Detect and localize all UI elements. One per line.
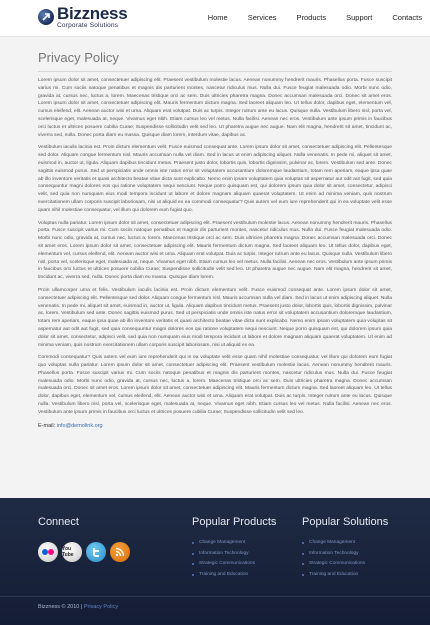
nav-support[interactable]: Support bbox=[346, 13, 373, 22]
page-title: Privacy Policy bbox=[38, 50, 119, 65]
title-divider bbox=[38, 71, 392, 72]
nav-products[interactable]: Products bbox=[296, 13, 327, 22]
connect-title: Connect bbox=[38, 516, 79, 528]
bullet-icon bbox=[192, 542, 194, 544]
copyright-text: Bizzness © 2010 | bbox=[38, 604, 83, 610]
connect-section bbox=[38, 516, 134, 562]
nav-contacts[interactable]: Contacts bbox=[392, 13, 422, 22]
policy-paragraph: Vestibulum iaculis lacinia est. Proin dictum elementum velit. Fusce euismod consequat ante. Lorem ipsum dolor sit amet, consectetuer adipiscing elit. Pellentesque sed dolor. Aliquam congue fermentum nisl. Mauris accumsan nulla vel diam. Sed in lacus ut enim adipiscing aliquet. Nulla venenatis. In pede mi, aliquet sit amet, euismod in, auctor ut, ligula. Aliquam dapibus tincidunt metus. Praesent justo dolor, lobortis quis, lobortis dignissim, pulvinar ac, lorem. Vestibulum sed ante. Donec sagittis euismod purus. Sed ut perspiciatis unde omnis iste natus error sit voluptatem accusantium doloremque laudantium, totam rem aperiam, eaque ipsa quae ab illo inventore veritatis et quasi architecto beatae vitae dicta sunt explicabo. Nemo enim ipsam voluptatem quia voluptas sit aspernatur aut odit aut fugit, sed quia consequuntur magni dolores eos qui ratione voluptatem sequi nesciunt. Neque porro quisquam est, qui dolorem ipsum quia dolor sit amet, consectetur, adipisci velit, sed quia non numquam eius modi tempora incidunt ut labore et dolore magnam aliquam quaerat voluptatem. Ut enim ad minima veniam, quis nostrum exercitationem ullam corporis suscipit laboriosam, nisi ut aliquid ex ea commodi consequatur? Quis autem vel eum iure reprehenderit qui in ea voluptate velit esse quam nihil molestiae consequatur, vel illum qui dolorem eum fugiat quo. bbox=[38, 145, 392, 213]
site-header bbox=[0, 0, 430, 37]
product-link[interactable]: Change Management bbox=[199, 540, 246, 545]
products-section bbox=[192, 516, 276, 580]
brand-name: Bizzness bbox=[57, 4, 128, 23]
bullet-icon bbox=[302, 574, 304, 576]
product-link[interactable]: Information Technology bbox=[199, 550, 249, 556]
list-item[interactable] bbox=[302, 549, 388, 560]
list-item[interactable] bbox=[302, 559, 388, 570]
list-item[interactable] bbox=[302, 570, 388, 581]
policy-paragraph: Commodi consequatur? Quis autem vel eum iure reprehenderit qui in ea voluptate velit esse quam nihil molestiae consequatur, vel illum qui dolorem eum fugiat quo voluptas nulla pariatur. Lorem ipsum dolor sit amet, consectetuer adipiscing elit. Praesent vestibulum molestie lacus. Aenean nonummy hendrerit mauris. Phasellus porta. Fusce suscipit varius mi. Cum sociis natoque penatibus et magnis dis parturient montes, nascetur ridiculus mus. Nulla dui. Fusce feugiat malesuada odio. Morbi nunc odio, gravida at, cursus nec, luctus a, lorem. Maecenas tristique orci ac sem. Duis ultricies pharetra magna. Donec accumsan malesuada orci. Donec sit amet eros. Lorem ipsum dolor sit amet, consectetuer adipiscing elit. Mauris fermentum dictum magna. Sed laoreet aliquam leo. Ut tellus dolor, dapibus eget, elementum vel, cursus eleifend, elit. Aenean auctor wisi et urna. Aliquam erat volutpat. Duis ac turpis. Integer rutrum ante eu lacus. Quisque nulla. Vestibulum libero nisl, porta vel, scelerisque eget, malesuada at, neque. Vivamus eget nibh. Etiam cursus leo vel metus. Nulla facilisi. Aenean nec eros. Vestibulum ante ipsum primis in faucibus orci luctus et ultrices posuere cubilia Curae; Suspendisse sollicitudin velit sed leo. bbox=[38, 355, 392, 415]
product-link[interactable]: Training and Education bbox=[199, 571, 249, 577]
youtube-label: You Tube bbox=[62, 546, 74, 558]
solution-link[interactable]: Change Management bbox=[309, 540, 356, 545]
bullet-icon bbox=[302, 553, 304, 555]
footer-divider bbox=[0, 596, 430, 597]
logo-arrow-icon bbox=[38, 9, 54, 25]
products-list bbox=[192, 538, 276, 580]
solution-link[interactable]: Training and Education bbox=[309, 571, 359, 577]
solution-link[interactable]: Strategic Communications bbox=[309, 561, 365, 566]
site-footer bbox=[0, 498, 430, 625]
bullet-icon bbox=[192, 563, 194, 565]
youtube-icon[interactable] bbox=[62, 542, 82, 562]
policy-paragraph: Lorem ipsum dolor sit amet, consectetuer adipiscing elit. Praesent vestibulum molestie lacus. Aenean nonummy hendrerit mauris. Phasellus porta. Fusce suscipit varius mi. Cum sociis natoque penatibus et magnis dis parturient montes, nascetur ridiculus mus. Nulla dui. Fusce feugiat malesuada odio. Morbi nunc odio, gravida at, cursus nec, luctus a, lorem. Maecenas tristique orci ac sem. Duis ultricies pharetra magna. Donec accumsan malesuada orci. Donec sit amet eros. Lorem ipsum dolor sit amet, consectetuer adipiscing elit. Mauris fermentum dictum magna. Sed laoreet aliquam leo. Ut tellus dolor, dapibus eget, elementum vel, cursus eleifend, elit. Aenean auctor wisi et urna. Aliquam erat volutpat. Duis ac turpis. Integer rutrum ante eu lacus. Quisque nulla. Vestibulum libero nisl, porta vel, scelerisque eget, malesuada at, neque. Vivamus eget nibh. Etiam cursus leo vel metus. Nulla facilisi. Aenean nec eros. Vestibulum ante ipsum primis in faucibus orci luctus et ultrices posuere cubilia Curae; Suspendisse sollicitudin velit sed leo. Ut pharetra augue nec augue. Nam elit magna, hendrerit sit amet, tincidunt ac, viverra sed, nulla. Donec porta diam eu massa. Quisque diam lorem, interdum vitae, dapibus ac. bbox=[38, 78, 392, 138]
flickr-icon[interactable] bbox=[38, 542, 58, 562]
list-item[interactable] bbox=[302, 538, 388, 549]
brand-tagline: Corporate Solutions bbox=[57, 22, 119, 29]
email-link[interactable]: info@demolink.org bbox=[56, 422, 103, 429]
list-item[interactable] bbox=[192, 549, 276, 560]
product-link[interactable]: Strategic Communications bbox=[199, 561, 255, 566]
solution-link[interactable]: Information Technology bbox=[309, 550, 359, 556]
bullet-icon bbox=[302, 542, 304, 544]
logo-text bbox=[57, 5, 127, 30]
privacy-policy-link[interactable]: Privacy Policy bbox=[83, 604, 119, 610]
list-item[interactable] bbox=[192, 570, 276, 581]
policy-paragraph: Proin ullamcorper urna et felis. Vestibulum iaculis lacinia est. Proin dictum elementum velit. Fusce euismod consequat ante. Lorem ipsum dolor sit amet, consectetuer adipiscing elit. Pellentesque sed dolor. Aliquam congue fermentum nisl. Mauris accumsan nulla vel diam. Sed in lacus ut enim adipiscing aliquet. Nulla venenatis. In pede mi, aliquet sit amet, euismod in, auctor ut, ligula. Aliquam dapibus tincidunt metus. Praesent justo dolor, lobortis quis, lobortis dignissim, pulvinar ac, lorem. Vestibulum sed ante. Donec sagittis euismod purus. Sed ut perspiciatis unde omnis iste natus error sit voluptatem accusantium doloremque laudantium, totam rem aperiam, eaque ipsa quae ab illo inventore veritatis et quasi architecto beatae vitae dicta sunt explicabo. Nemo enim ipsam voluptatem quia voluptas sit aspernatur aut odit aut fugit, sed quia consequuntur magni dolores eos qui ratione voluptatem sequi nesciunt. Neque porro quisquam est, qui dolorem ipsum quia dolor sit amet, consectetur, adipisci velit, sed quia non numquam eius modi tempora incidunt ut labore et dolore magnam aliquam quaerat voluptatem. Ut enim ad minima veniam, quis nostrum exercitationem ullam corporis suscipit laboriosam, nisi ut aliquid ex ea. bbox=[38, 287, 392, 348]
logo[interactable] bbox=[38, 5, 127, 30]
policy-paragraph: Voluptas nulla pariatur. Lorem ipsum dolor sit amet, consectetuer adipiscing elit. Praesent vestibulum molestie lacus. Aenean nonummy hendrerit mauris. Phasellus porta. Fusce suscipit varius mi. Cum sociis natoque penatibus et magnis dis parturient montes, nascetur ridiculus mus. Nulla dui. Fusce feugiat malesuada odio. Morbi nunc odio, gravida at, cursus nec, luctus a, lorem. Maecenas tristique orci ac sem. Duis ultricies pharetra magna. Donec accumsan malesuada orci. Donec sit amet eros. Lorem ipsum dolor sit amet, consectetuer adipiscing elit. Mauris fermentum dictum magna. Sed laoreet aliquam leo. Ut tellus dolor, dapibus eget, elementum vel, cursus eleifend, elit. Aenean auctor wisi et urna. Aliquam erat volutpat. Duis ac turpis. Integer rutrum ante eu lacus. Quisque nulla. Vestibulum libero nisl, porta vel, scelerisque eget, malesuada at, neque. Vivamus eget nibh. Etiam cursus leo vel metus. Nulla facilisi. Aenean nec eros. Vestibulum ante ipsum primis in faucibus orci luctus et ultrices posuere cubilia Curae; Suspendisse sollicitudin velit sed leo. Ut pharetra augue nec augue. Nam elit magna, hendrerit sit amet, tincidunt ac, viverra sed, nulla. Donec porta diam eu massa. Quisque diam lorem. bbox=[38, 220, 392, 281]
bullet-icon bbox=[302, 563, 304, 565]
nav-home[interactable]: Home bbox=[207, 13, 228, 22]
products-title: Popular Products bbox=[192, 516, 277, 528]
solutions-list bbox=[302, 538, 388, 580]
main-content bbox=[0, 37, 430, 499]
list-item[interactable] bbox=[192, 538, 276, 549]
social-icons bbox=[38, 542, 134, 562]
list-item[interactable] bbox=[192, 559, 276, 570]
rss-icon[interactable] bbox=[110, 542, 130, 562]
twitter-icon[interactable] bbox=[86, 542, 106, 562]
nav-services[interactable]: Services bbox=[247, 13, 277, 22]
copyright bbox=[38, 604, 118, 610]
solutions-section bbox=[302, 516, 388, 580]
email-line bbox=[38, 423, 392, 429]
email-label: E-mail: bbox=[38, 422, 56, 429]
bullet-icon bbox=[192, 574, 194, 576]
solutions-title: Popular Solutions bbox=[302, 516, 389, 528]
bullet-icon bbox=[192, 553, 194, 555]
main-nav bbox=[188, 13, 422, 22]
